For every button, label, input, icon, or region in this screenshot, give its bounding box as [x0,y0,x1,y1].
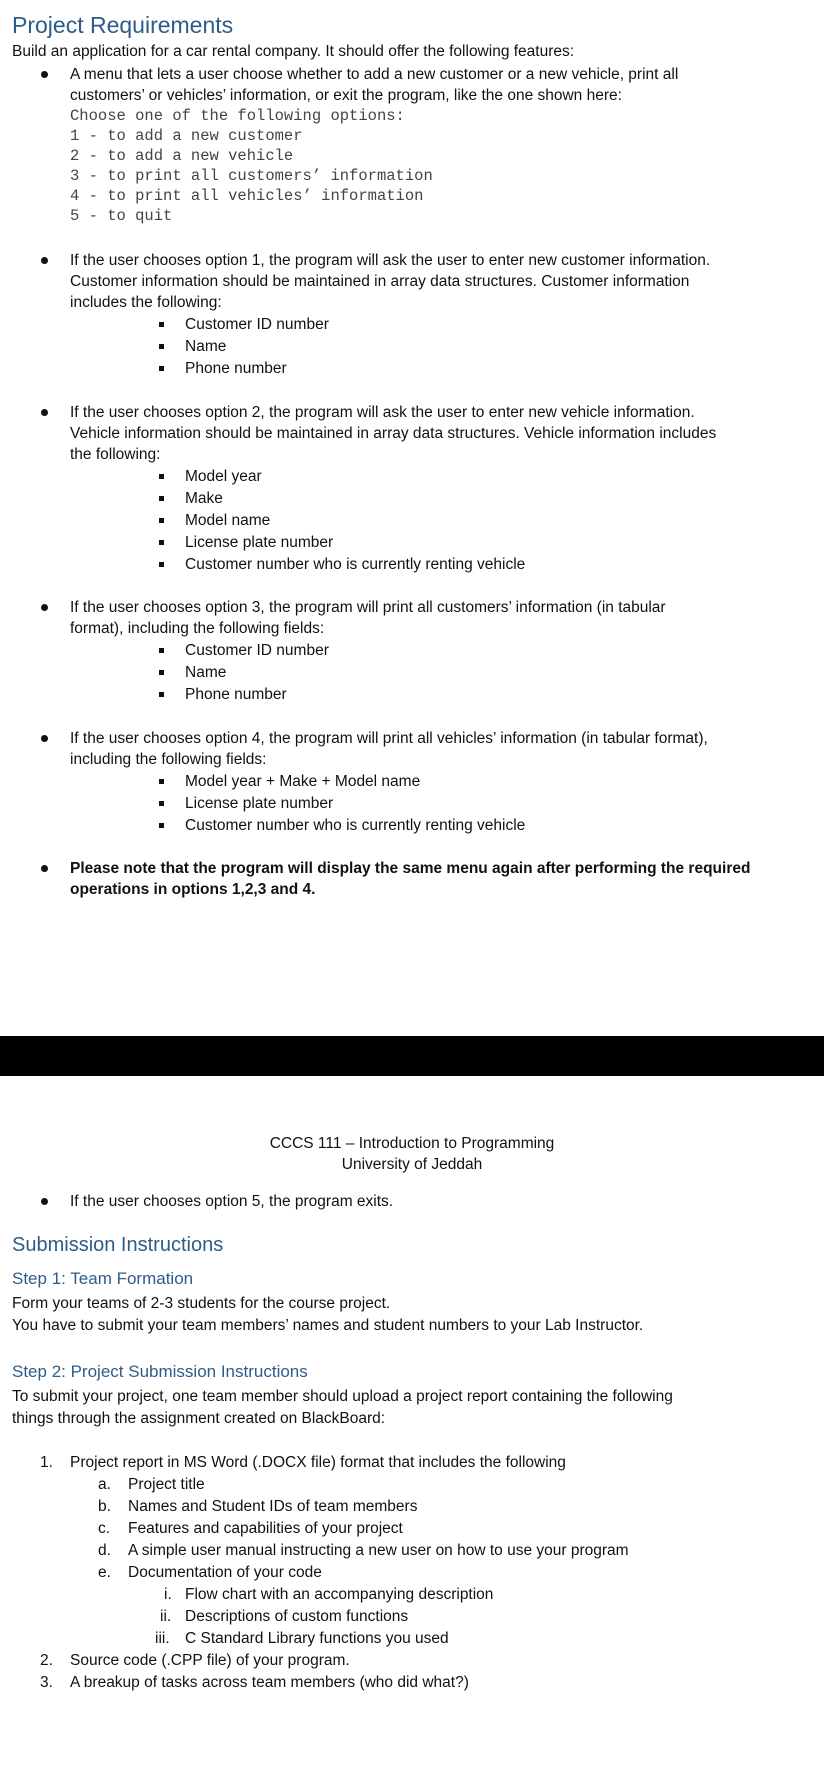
square-bullet-icon [159,562,164,567]
opt2-item: Make [185,490,223,507]
list-number: c. [98,1520,111,1537]
square-bullet-icon [159,344,164,349]
bullet-icon [41,71,48,78]
list-item: Features and capabilities of your project [128,1520,403,1537]
square-bullet-icon [159,322,164,327]
opt2-item: License plate number [185,534,334,551]
opt5-text: If the user chooses option 5, the program exits. [70,1193,394,1210]
opt4-item: License plate number [185,795,334,812]
opt1-line: If the user chooses option 1, the program will ask the user to enter new customer information. [70,252,711,269]
step1-line2: You have to submit your team members’ names and student numbers to your Lab Instructor. [12,1317,644,1334]
step2-heading: Step 2: Project Submission Instructions [12,1362,308,1381]
list-item: A simple user manual instructing a new user on how to use your program [128,1542,629,1559]
opt2-item: Customer number who is currently renting vehicle [185,556,526,573]
opt1-line: includes the following: [70,294,222,311]
list-number: b. [98,1498,111,1515]
list-number: e. [98,1564,111,1581]
opt3-item: Phone number [185,686,287,703]
square-bullet-icon [159,692,164,697]
square-bullet-icon [159,648,164,653]
list-item: A breakup of tasks across team members (who did what?) [70,1674,469,1691]
list-item: Source code (.CPP file) of your program. [70,1652,350,1669]
list-item: C Standard Library functions you used [185,1630,449,1647]
menu-bullet-line1: A menu that lets a user choose whether to add a new customer or a new vehicle, print all [70,66,679,83]
list-number: d. [98,1542,111,1559]
square-bullet-icon [159,779,164,784]
opt1-item: Customer ID number [185,316,329,333]
opt1-item: Name [185,338,227,355]
list-item: Descriptions of custom functions [185,1608,409,1625]
opt2-item: Model name [185,512,271,529]
step1-line1: Form your teams of 2-3 students for the course project. [12,1295,391,1312]
list-item: Names and Student IDs of team members [128,1498,418,1515]
note-line1: Please note that the program will display the same menu again after performing the required [70,860,751,877]
menu-code-line: 3 - to print all customers’ information [70,167,433,185]
list-number: a. [98,1476,111,1493]
submission-title: Submission Instructions [12,1234,224,1256]
note-line2: operations in options 1,2,3 and 4. [70,881,316,898]
opt4-item: Model year + Make + Model name [185,773,421,790]
list-item: Project report in MS Word (.DOCX file) format that includes the following [70,1454,566,1471]
list-item: Flow chart with an accompanying description [185,1586,494,1603]
square-bullet-icon [159,366,164,371]
university-header: University of Jeddah [341,1156,483,1173]
bullet-icon [41,257,48,264]
menu-code-line: Choose one of the following options: [70,107,405,125]
bullet-icon [41,865,48,872]
step1-heading: Step 1: Team Formation [12,1269,194,1288]
menu-bullet-line2: customers’ or vehicles’ information, or exit the program, like the one shown here: [70,87,622,104]
opt1-item: Phone number [185,360,287,377]
opt4-line: If the user chooses option 4, the program will print all vehicles’ information (in tabular format), [70,730,708,747]
course-header: CCCS 111 – Introduction to Programming [269,1135,555,1152]
square-bullet-icon [159,540,164,545]
opt3-line: If the user chooses option 3, the program will print all customers’ information (in tabular [70,599,666,616]
square-bullet-icon [159,801,164,806]
step2-line1: To submit your project, one team member should upload a project report containing the following [12,1388,673,1405]
menu-code-line: 4 - to print all vehicles’ information [70,187,424,205]
opt4-item: Customer number who is currently renting vehicle [185,817,526,834]
menu-code-line: 5 - to quit [70,207,173,225]
opt3-line: format), including the following fields: [70,620,325,637]
page-title: Project Requirements [12,12,234,38]
list-item: Documentation of your code [128,1564,322,1581]
step2-line2: things through the assignment created on BlackBoard: [12,1410,386,1427]
list-item: Project title [128,1476,205,1493]
opt2-line: Vehicle information should be maintained in array data structures. Vehicle information includes [70,425,717,442]
opt4-line: including the following fields: [70,751,267,768]
bullet-icon [41,604,48,611]
menu-code-line: 2 - to add a new vehicle [70,147,294,165]
bullet-icon [41,735,48,742]
square-bullet-icon [159,670,164,675]
opt3-item: Customer ID number [185,642,329,659]
list-number: 2. [40,1652,53,1669]
square-bullet-icon [159,496,164,501]
bullet-icon [41,409,48,416]
opt2-line: the following: [70,446,161,463]
opt2-item: Model year [185,468,262,485]
opt2-line: If the user chooses option 2, the program will ask the user to enter new vehicle information. [70,404,695,421]
menu-code-line: 1 - to add a new customer [70,127,303,145]
list-number: ii. [160,1608,172,1625]
list-number: iii. [155,1630,170,1647]
list-number: i. [164,1586,172,1603]
page-break-bar [0,1036,824,1076]
bullet-icon [41,1198,48,1205]
list-number: 1. [40,1454,53,1471]
intro-text: Build an application for a car rental company. It should offer the following features: [12,43,575,60]
list-number: 3. [40,1674,53,1691]
opt3-item: Name [185,664,227,681]
square-bullet-icon [159,474,164,479]
opt1-line: Customer information should be maintained in array data structures. Customer information [70,273,690,290]
square-bullet-icon [159,823,164,828]
square-bullet-icon [159,518,164,523]
